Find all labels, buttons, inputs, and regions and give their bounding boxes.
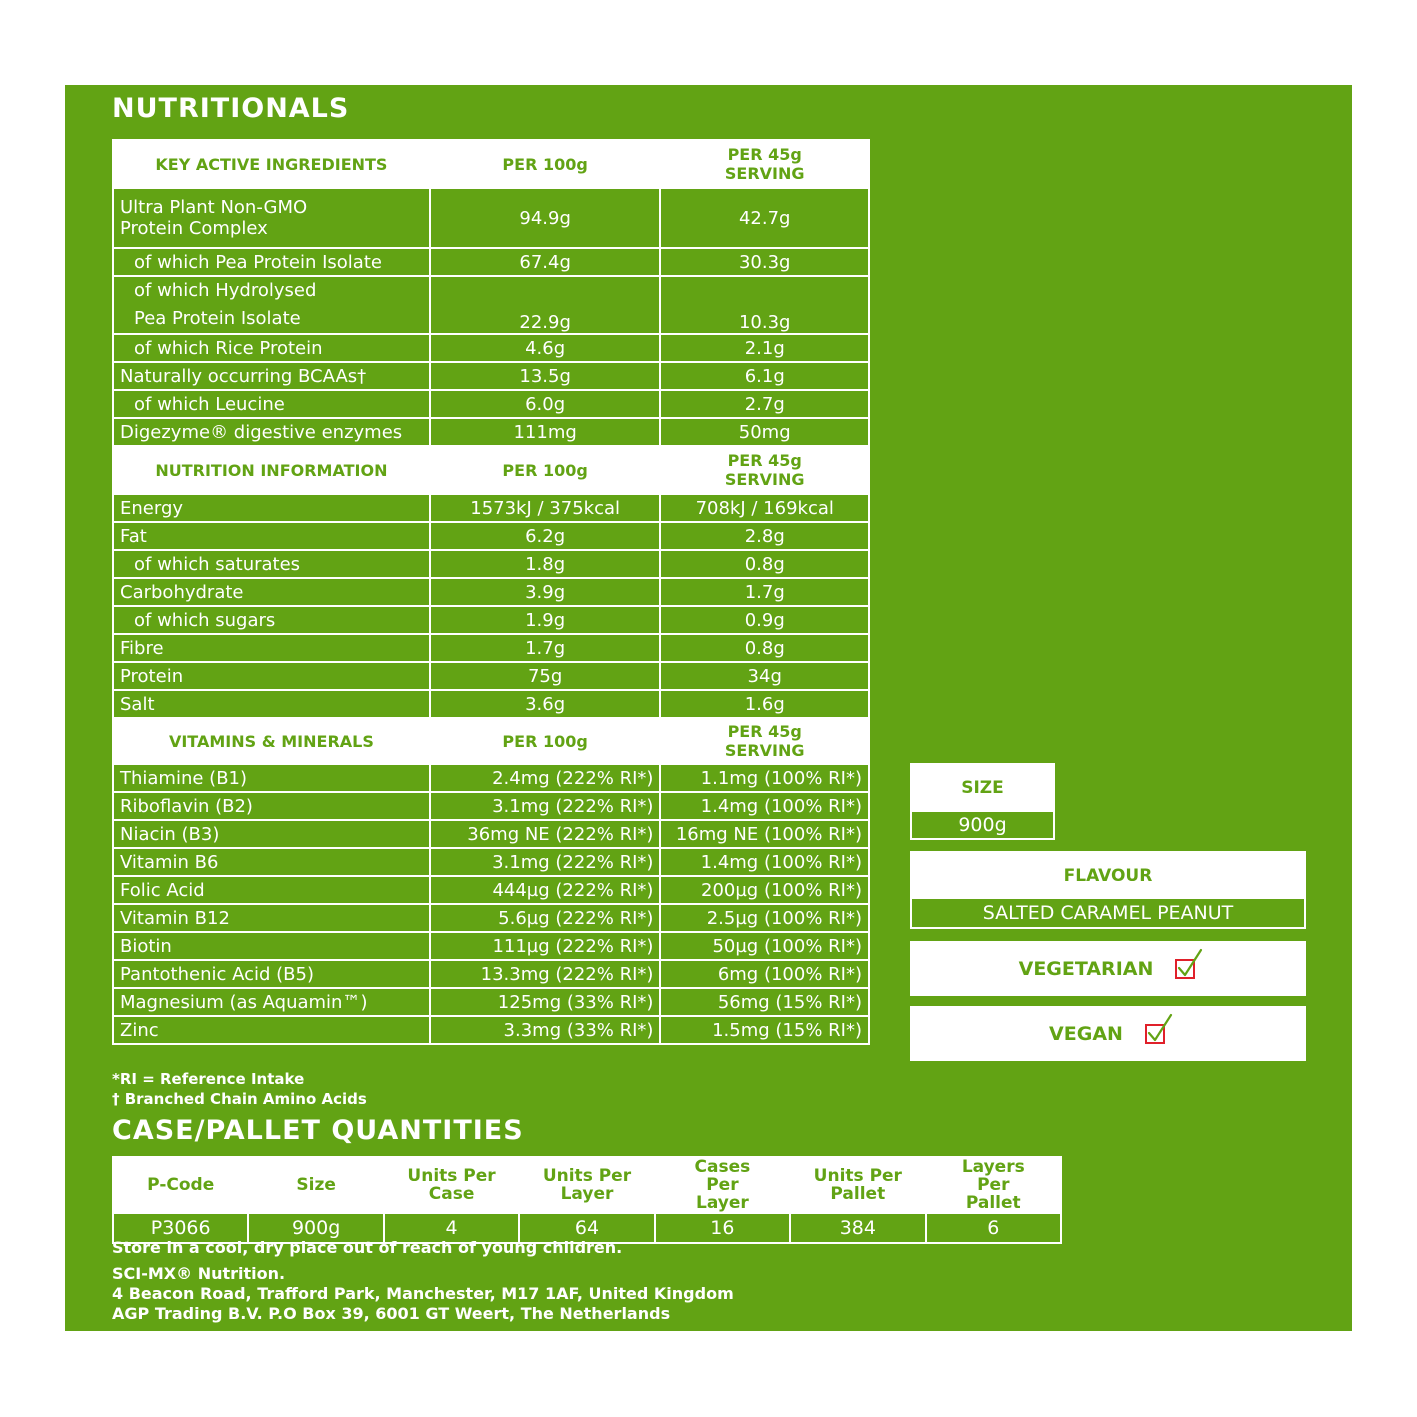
table-row bbox=[113, 248, 869, 276]
row-label: Vitamin B12 bbox=[113, 904, 430, 932]
row-label: Salt bbox=[113, 690, 430, 718]
row-label: Ultra Plant Non-GMO Protein Complex bbox=[113, 188, 430, 248]
per-100g-value: 125mg (33% RI*) bbox=[430, 988, 661, 1016]
table-row bbox=[113, 662, 869, 690]
per-serving-value: 1.5mg (15% RI*) bbox=[660, 1016, 869, 1044]
table-row bbox=[113, 334, 869, 362]
per-100g-value: 94.9g bbox=[430, 188, 661, 248]
per-100g-value: 3.9g bbox=[430, 578, 661, 606]
per-100g-value: 3.1mg (222% RI*) bbox=[430, 848, 661, 876]
row-label: Vitamin B6 bbox=[113, 848, 430, 876]
nutritionals-title: NUTRITIONALS bbox=[112, 93, 350, 124]
per-100g-value: 36mg NE (222% RI*) bbox=[430, 820, 661, 848]
company-info bbox=[112, 1264, 734, 1324]
row-label: Folic Acid bbox=[113, 876, 430, 904]
check-box-icon bbox=[1145, 1023, 1167, 1045]
header-col1: PER 100g bbox=[430, 446, 661, 494]
per-serving-value: 6mg (100% RI*) bbox=[660, 960, 869, 988]
row-label: Zinc bbox=[113, 1016, 430, 1044]
per-serving-value: 2.1g bbox=[660, 334, 869, 362]
row-label: Fat bbox=[113, 522, 430, 550]
row-label: Naturally occurring BCAAs† bbox=[113, 362, 430, 390]
per-100g-value: 13.3mg (222% RI*) bbox=[430, 960, 661, 988]
per-serving-value: 2.8g bbox=[660, 522, 869, 550]
row-label: Protein bbox=[113, 662, 430, 690]
case-value-cell: 900g bbox=[248, 1213, 383, 1243]
table-row bbox=[113, 494, 869, 522]
vegan-badge bbox=[910, 1006, 1306, 1061]
per-serving-value: 30.3g bbox=[660, 248, 869, 276]
bcaa-note: † Branched Chain Amino Acids bbox=[112, 1090, 367, 1108]
row-label: of which Leucine bbox=[113, 390, 430, 418]
case-table-header-row bbox=[113, 1157, 1061, 1213]
table-row bbox=[113, 362, 869, 390]
case-header-cell: Size bbox=[248, 1157, 383, 1213]
header-label: VITAMINS & MINERALS bbox=[113, 718, 430, 764]
case-header-cell: Cases Per Layer bbox=[655, 1157, 790, 1213]
case-header-cell: Units Per Pallet bbox=[790, 1157, 925, 1213]
table-row bbox=[113, 988, 869, 1016]
per-serving-value: 2.7g bbox=[660, 390, 869, 418]
table-row bbox=[113, 522, 869, 550]
nutrition-table bbox=[112, 139, 870, 1045]
per-100g-value: 3.1mg (222% RI*) bbox=[430, 792, 661, 820]
case-header-cell: Units Per Case bbox=[384, 1157, 519, 1213]
table-row bbox=[113, 904, 869, 932]
header-col2: PER 45g SERVING bbox=[660, 140, 869, 188]
row-label: Thiamine (B1) bbox=[113, 764, 430, 792]
case-value-cell: 6 bbox=[926, 1213, 1061, 1243]
per-100g-value: 3.6g bbox=[430, 690, 661, 718]
per-serving-value: 1.6g bbox=[660, 690, 869, 718]
size-value: 900g bbox=[958, 814, 1007, 836]
row-label: of which Rice Protein bbox=[113, 334, 430, 362]
per-100g-value: 3.3mg (33% RI*) bbox=[430, 1016, 661, 1044]
address-uk: 4 Beacon Road, Trafford Park, Manchester, M17 1AF, United Kingdom bbox=[112, 1284, 734, 1303]
row-label: Energy bbox=[113, 494, 430, 522]
case-header-cell: Layers Per Pallet bbox=[926, 1157, 1061, 1213]
per-serving-value: 34g bbox=[660, 662, 869, 690]
row-label: Biotin bbox=[113, 932, 430, 960]
table-row bbox=[113, 418, 869, 446]
row-label: of which saturates bbox=[113, 550, 430, 578]
header-label: NUTRITION INFORMATION bbox=[113, 446, 430, 494]
per-100g-value: 444µg (222% RI*) bbox=[430, 876, 661, 904]
per-100g-value: 6.0g bbox=[430, 390, 661, 418]
per-100g-value: 4.6g bbox=[430, 334, 661, 362]
per-100g-value: 5.6µg (222% RI*) bbox=[430, 904, 661, 932]
header-col2: PER 45g SERVING bbox=[660, 718, 869, 764]
header-col1: PER 100g bbox=[430, 718, 661, 764]
case-value-cell: P3066 bbox=[113, 1213, 248, 1243]
per-100g-value: 75g bbox=[430, 662, 661, 690]
address-nl: AGP Trading B.V. P.O Box 39, 6001 GT Weert, The Netherlands bbox=[112, 1304, 671, 1323]
case-header-cell: P-Code bbox=[113, 1157, 248, 1213]
table-row bbox=[113, 820, 869, 848]
case-value-cell: 64 bbox=[519, 1213, 654, 1243]
table-row bbox=[113, 390, 869, 418]
row-label: Niacin (B3) bbox=[113, 820, 430, 848]
per-serving-value: 50mg bbox=[660, 418, 869, 446]
size-box bbox=[910, 763, 1055, 840]
per-serving-value: 200µg (100% RI*) bbox=[660, 876, 869, 904]
vegan-label: VEGAN bbox=[1049, 1022, 1123, 1045]
case-pallet-table bbox=[112, 1156, 1062, 1244]
case-value-cell: 384 bbox=[790, 1213, 925, 1243]
row-label: Riboflavin (B2) bbox=[113, 792, 430, 820]
table-row bbox=[113, 550, 869, 578]
per-serving-value: 2.5µg (100% RI*) bbox=[660, 904, 869, 932]
row-label: Fibre bbox=[113, 634, 430, 662]
per-serving-value: 708kJ / 169kcal bbox=[660, 494, 869, 522]
per-serving-value: 10.3g bbox=[660, 276, 869, 334]
per-serving-value: 6.1g bbox=[660, 362, 869, 390]
per-serving-value: 56mg (15% RI*) bbox=[660, 988, 869, 1016]
case-header-cell: Units Per Layer bbox=[519, 1157, 654, 1213]
table-row bbox=[113, 634, 869, 662]
storage-text: Store in a cool, dry place out of reach of young children. bbox=[112, 1238, 623, 1257]
flavour-value: SALTED CARAMEL PEANUT bbox=[982, 902, 1234, 924]
per-100g-value: 22.9g bbox=[430, 276, 661, 334]
table-row bbox=[113, 578, 869, 606]
table-row bbox=[113, 932, 869, 960]
footnotes bbox=[112, 1069, 367, 1109]
per-serving-value: 0.9g bbox=[660, 606, 869, 634]
row-label: Carbohydrate bbox=[113, 578, 430, 606]
table-row bbox=[113, 606, 869, 634]
company-name: SCI-MX® Nutrition. bbox=[112, 1264, 286, 1283]
table-row bbox=[113, 764, 869, 792]
case-pallet-title: CASE/PALLET QUANTITIES bbox=[112, 1115, 524, 1146]
header-col2: PER 45g SERVING bbox=[660, 446, 869, 494]
per-serving-value: 0.8g bbox=[660, 550, 869, 578]
per-serving-value: 42.7g bbox=[660, 188, 869, 248]
per-100g-value: 1.7g bbox=[430, 634, 661, 662]
table-row bbox=[113, 792, 869, 820]
per-serving-value: 1.7g bbox=[660, 578, 869, 606]
vitamins-header-row bbox=[113, 718, 869, 764]
nutrition-table-body bbox=[113, 140, 869, 1044]
per-100g-value: 1.9g bbox=[430, 606, 661, 634]
per-100g-value: 6.2g bbox=[430, 522, 661, 550]
table-row bbox=[113, 1016, 869, 1044]
check-box-icon bbox=[1175, 958, 1197, 980]
vegetarian-label: VEGETARIAN bbox=[1018, 957, 1154, 980]
row-label: Digezyme® digestive enzymes bbox=[113, 418, 430, 446]
table-row bbox=[113, 690, 869, 718]
table-row bbox=[113, 848, 869, 876]
ri-note: *RI = Reference Intake bbox=[112, 1070, 305, 1088]
per-serving-value: 1.4mg (100% RI*) bbox=[660, 848, 869, 876]
key-active-header-row bbox=[113, 140, 869, 188]
flavour-label: FLAVOUR bbox=[912, 853, 1304, 899]
per-100g-value: 2.4mg (222% RI*) bbox=[430, 764, 661, 792]
case-value-cell: 16 bbox=[655, 1213, 790, 1243]
per-serving-value: 1.1mg (100% RI*) bbox=[660, 764, 869, 792]
header-col1: PER 100g bbox=[430, 140, 661, 188]
flavour-box bbox=[910, 851, 1306, 929]
case-value-cell: 4 bbox=[384, 1213, 519, 1243]
per-serving-value: 1.4mg (100% RI*) bbox=[660, 792, 869, 820]
size-label: SIZE bbox=[912, 765, 1053, 812]
row-label: of which Hydrolysed Pea Protein Isolate bbox=[113, 276, 430, 334]
row-label: of which sugars bbox=[113, 606, 430, 634]
table-row bbox=[113, 876, 869, 904]
per-serving-value: 0.8g bbox=[660, 634, 869, 662]
per-100g-value: 13.5g bbox=[430, 362, 661, 390]
row-label: of which Pea Protein Isolate bbox=[113, 248, 430, 276]
vegetarian-badge bbox=[910, 941, 1306, 996]
table-row bbox=[113, 188, 869, 248]
per-serving-value: 50µg (100% RI*) bbox=[660, 932, 869, 960]
nutrition-header-row bbox=[113, 446, 869, 494]
header-label: KEY ACTIVE INGREDIENTS bbox=[113, 140, 430, 188]
per-100g-value: 67.4g bbox=[430, 248, 661, 276]
per-serving-value: 16mg NE (100% RI*) bbox=[660, 820, 869, 848]
per-100g-value: 111µg (222% RI*) bbox=[430, 932, 661, 960]
table-row bbox=[113, 960, 869, 988]
per-100g-value: 1573kJ / 375kcal bbox=[430, 494, 661, 522]
row-label: Magnesium (as Aquamin™) bbox=[113, 988, 430, 1016]
per-100g-value: 111mg bbox=[430, 418, 661, 446]
table-row bbox=[113, 276, 869, 334]
per-100g-value: 1.8g bbox=[430, 550, 661, 578]
row-label: Pantothenic Acid (B5) bbox=[113, 960, 430, 988]
